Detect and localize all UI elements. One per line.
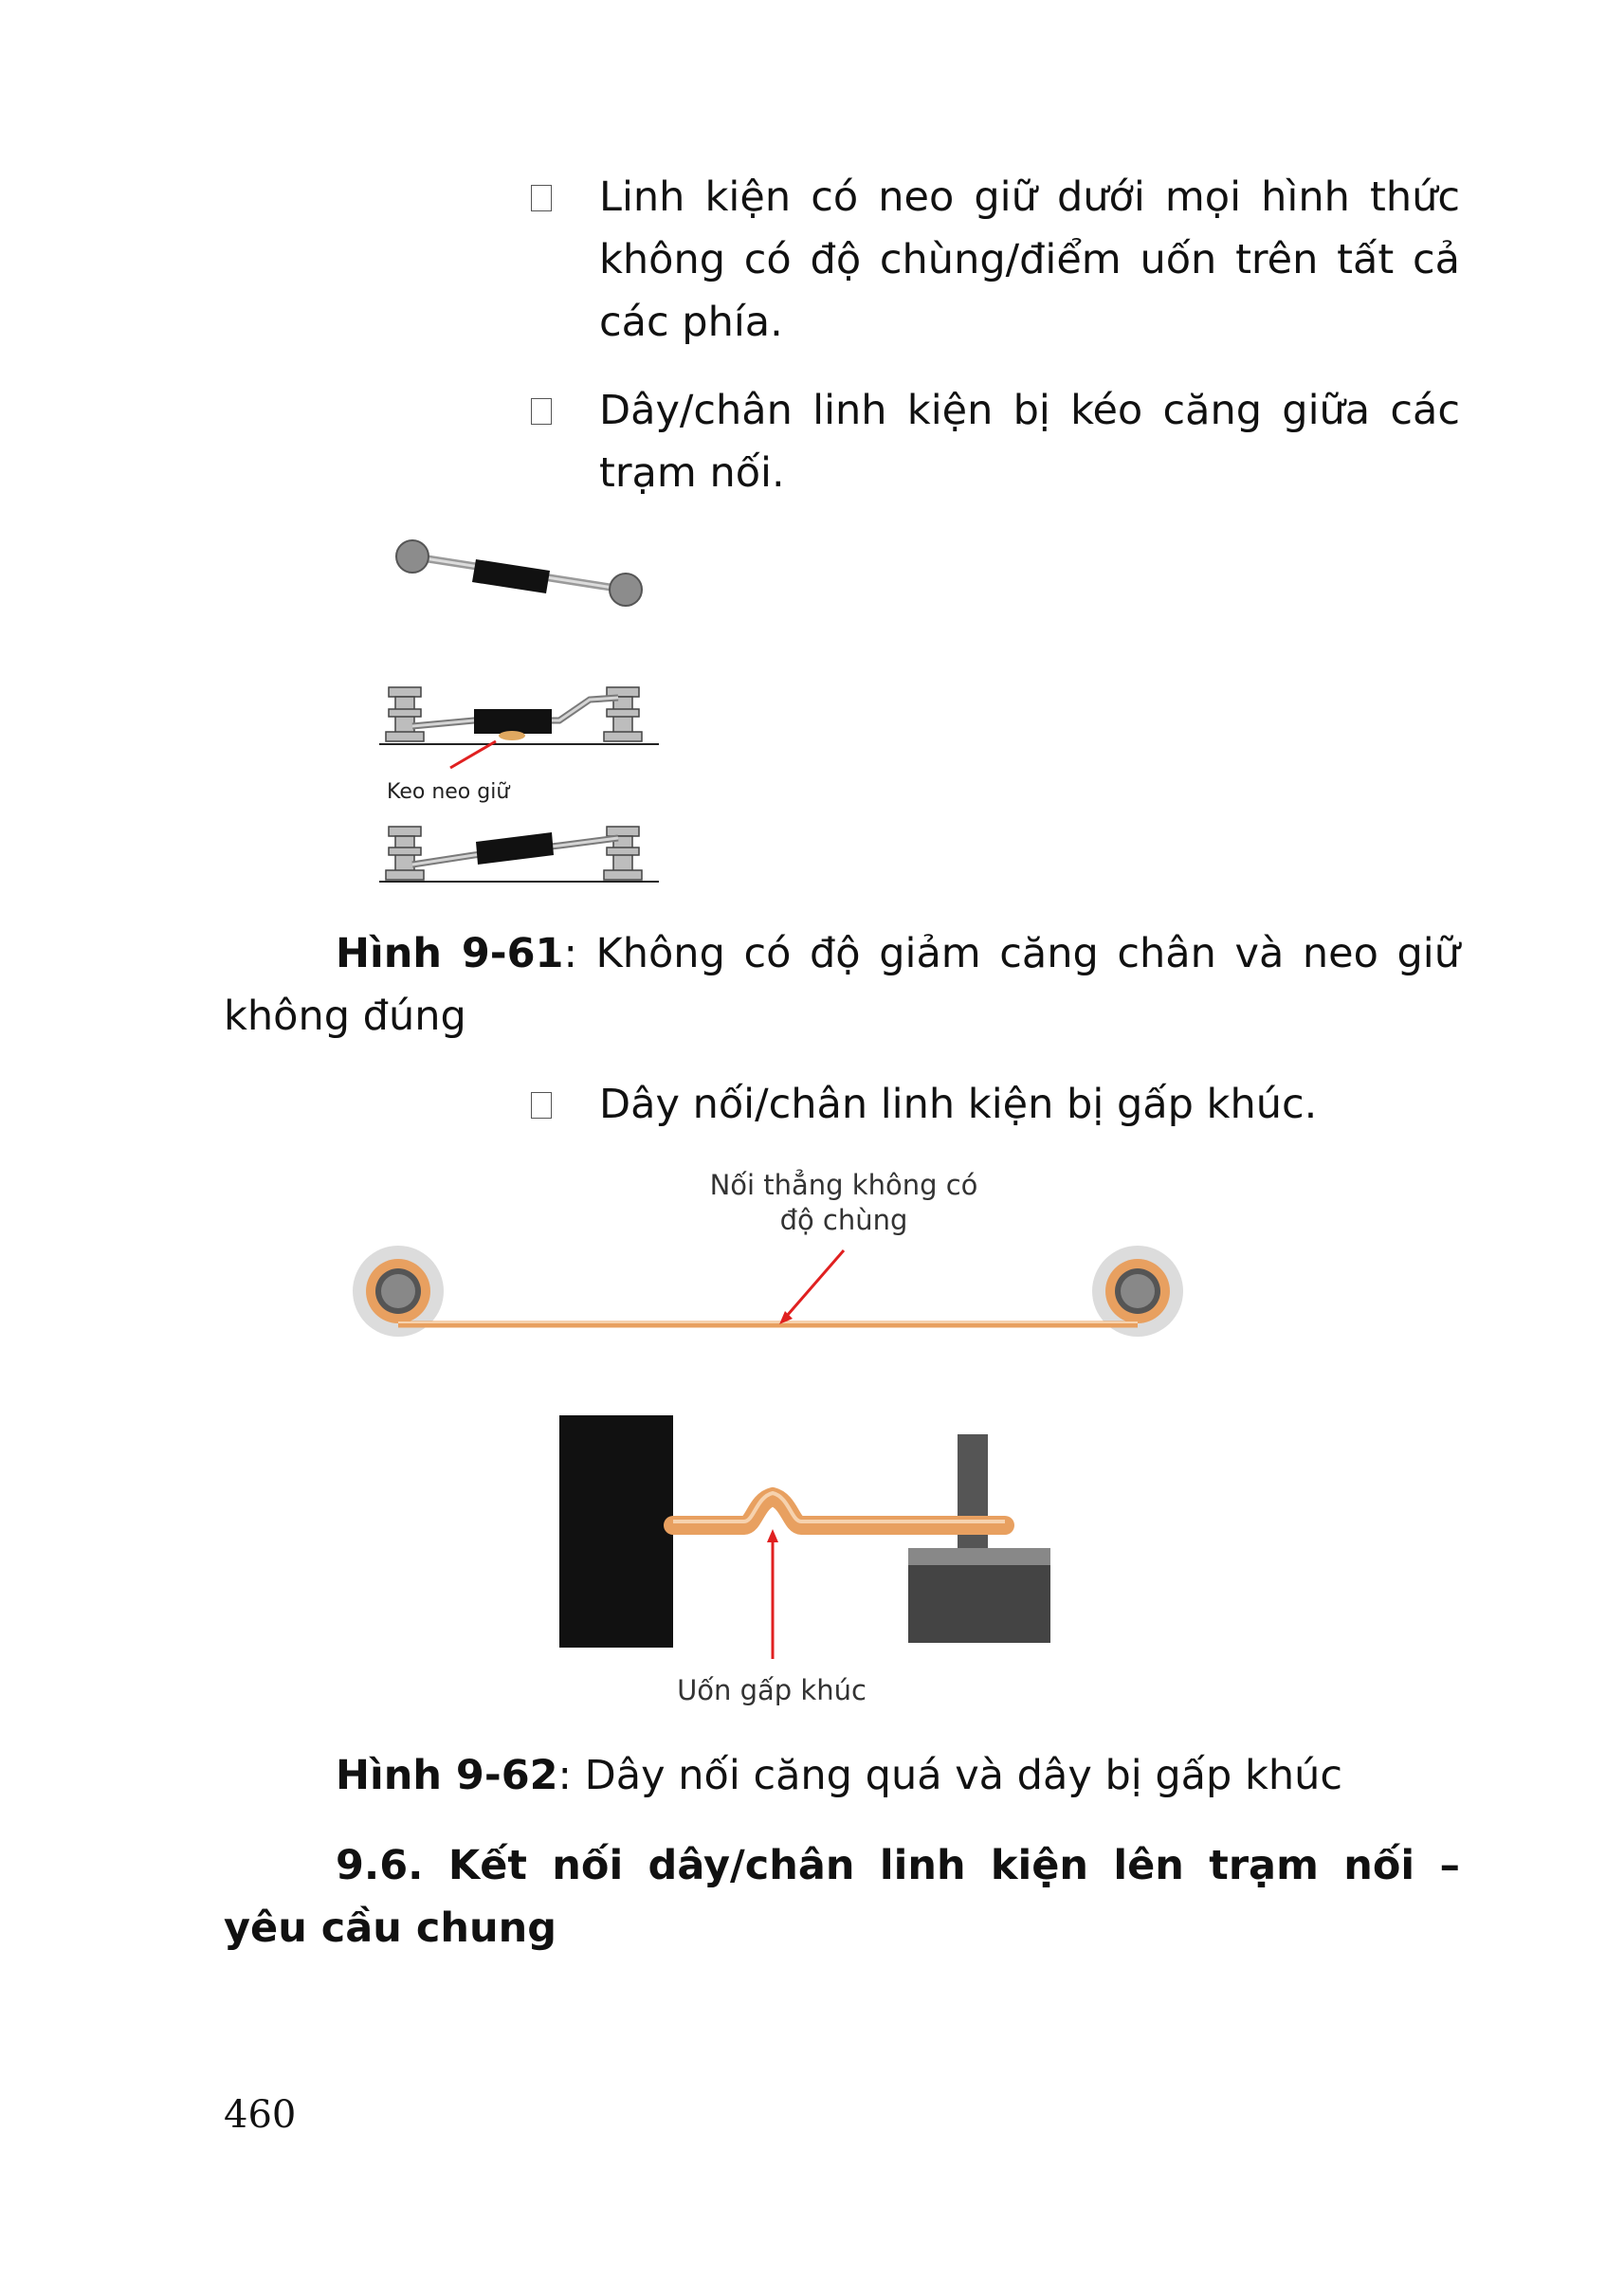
figure-caption (224, 1744, 1460, 1807)
figure-label: Hình 9-62 (336, 1752, 558, 1799)
section-heading (224, 1834, 1460, 1959)
straight-wire-label-line2: độ chùng (779, 1204, 908, 1236)
section-heading-text: 9.6. Kết nối dây/chân linh kiện lên trạm nối – yêu cầu chung (224, 1842, 1460, 1952)
bullet-text: Dây/chân linh kiện bị kéo căng giữa các trạm nối. (599, 387, 1460, 497)
page-number: 460 (224, 2093, 297, 2137)
checkbox-bullet-icon (531, 1092, 552, 1119)
figure-label: Hình 9-61 (336, 930, 564, 977)
caption-text: : Dây nối căng quá và dây bị gấp khúc (557, 1752, 1343, 1799)
kink-label: Uốn gấp khúc (677, 1674, 867, 1706)
figure-caption (224, 922, 1460, 1048)
bullet-text: Dây nối/chân linh kiện bị gấp khúc. (599, 1081, 1318, 1128)
caption-text: : Không có độ giảm căng chân và neo giữ không đúng (224, 930, 1461, 1040)
component-loose-drawing (396, 540, 642, 606)
straight-wire-drawing (353, 1246, 1183, 1337)
component-adhesive-drawing (379, 687, 659, 768)
checkbox-bullet-icon (531, 398, 552, 425)
checkbox-bullet-icon (531, 185, 552, 211)
kinked-wire-drawing (559, 1415, 1050, 1659)
bullet-item (531, 1073, 1460, 1139)
straight-wire-label-line1: Nối thẳng không có (709, 1169, 978, 1201)
figure-9-61-illustration (370, 531, 673, 891)
bullet-item (531, 166, 1460, 355)
component-tension-drawing (379, 827, 659, 882)
adhesive-callout-label: Keo neo giữ (387, 780, 510, 804)
figure-9-62-illustration (341, 1161, 1213, 1716)
bullet-text: Linh kiện có neo giữ dưới mọi hình thức không có độ chùng/điểm uốn trên tất cả các phía. (599, 173, 1460, 346)
bullet-item (531, 379, 1460, 506)
